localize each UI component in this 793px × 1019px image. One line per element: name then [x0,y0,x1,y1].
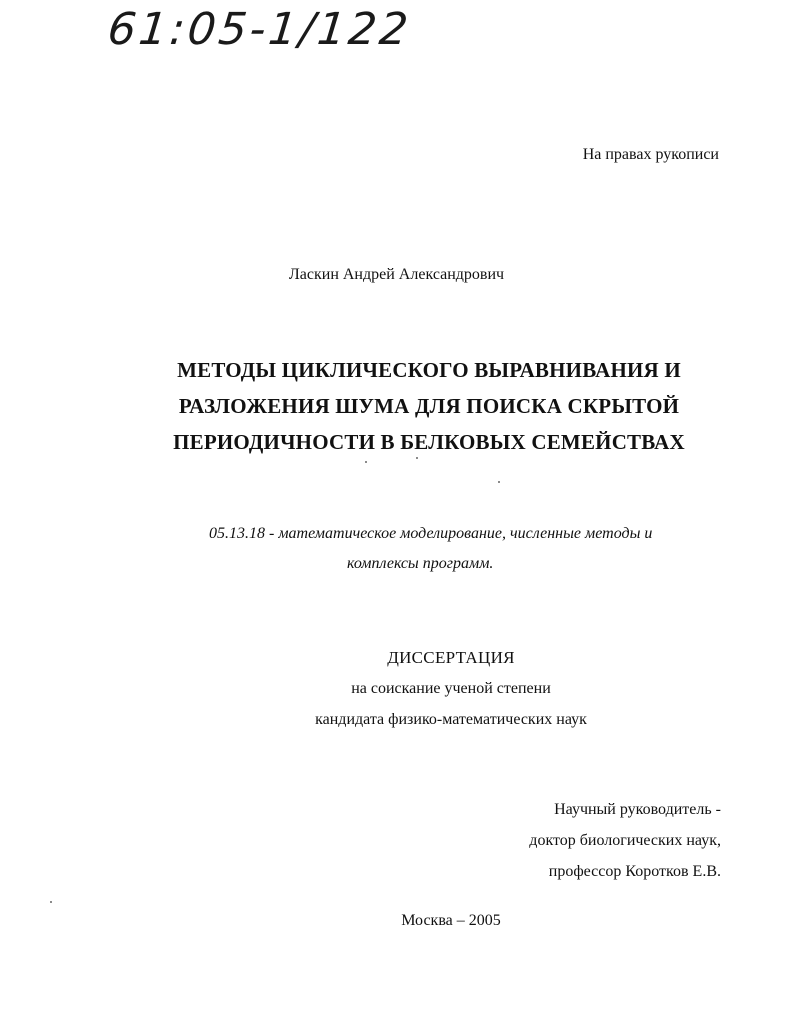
degree-line: на соискание ученой степени [351,680,551,697]
city-year: Москва – 2005 [401,912,501,929]
specialty-code-line: 05.13.18 - математическое моделирование, численные методы и [209,525,653,542]
title-line: ПЕРИОДИЧНОСТИ В БЕЛКОВЫХ СЕМЕЙСТВАХ [173,430,685,454]
degree-field-line: кандидата физико-математических наук [315,711,587,728]
document-type: ДИССЕРТАЦИЯ [387,648,515,667]
degree-block [0,642,793,735]
supervisor-label: Научный руководитель - [554,801,721,818]
supervisor-block [529,794,721,887]
dissertation-title [0,352,793,460]
title-line: МЕТОДЫ ЦИКЛИЧЕСКОГО ВЫРАВНИВАНИЯ И [177,358,681,382]
author-name: Ласкин Андрей Александрович [288,266,505,283]
scan-speck [498,481,500,483]
handwritten-shelfmark: 61:05-1/122 [105,4,414,55]
title-line: РАЗЛОЖЕНИЯ ШУМА ДЛЯ ПОИСКА СКРЫТОЙ [178,394,680,418]
scan-speck [416,457,418,459]
supervisor-degree: доктор биологических наук, [529,832,721,849]
rights-note: На правах рукописи [582,146,719,163]
supervisor-name: профессор Коротков Е.В. [548,863,721,880]
specialty-continuation-line: комплексы программ. [347,555,494,572]
scan-speck [365,461,367,463]
scan-speck [50,901,52,903]
